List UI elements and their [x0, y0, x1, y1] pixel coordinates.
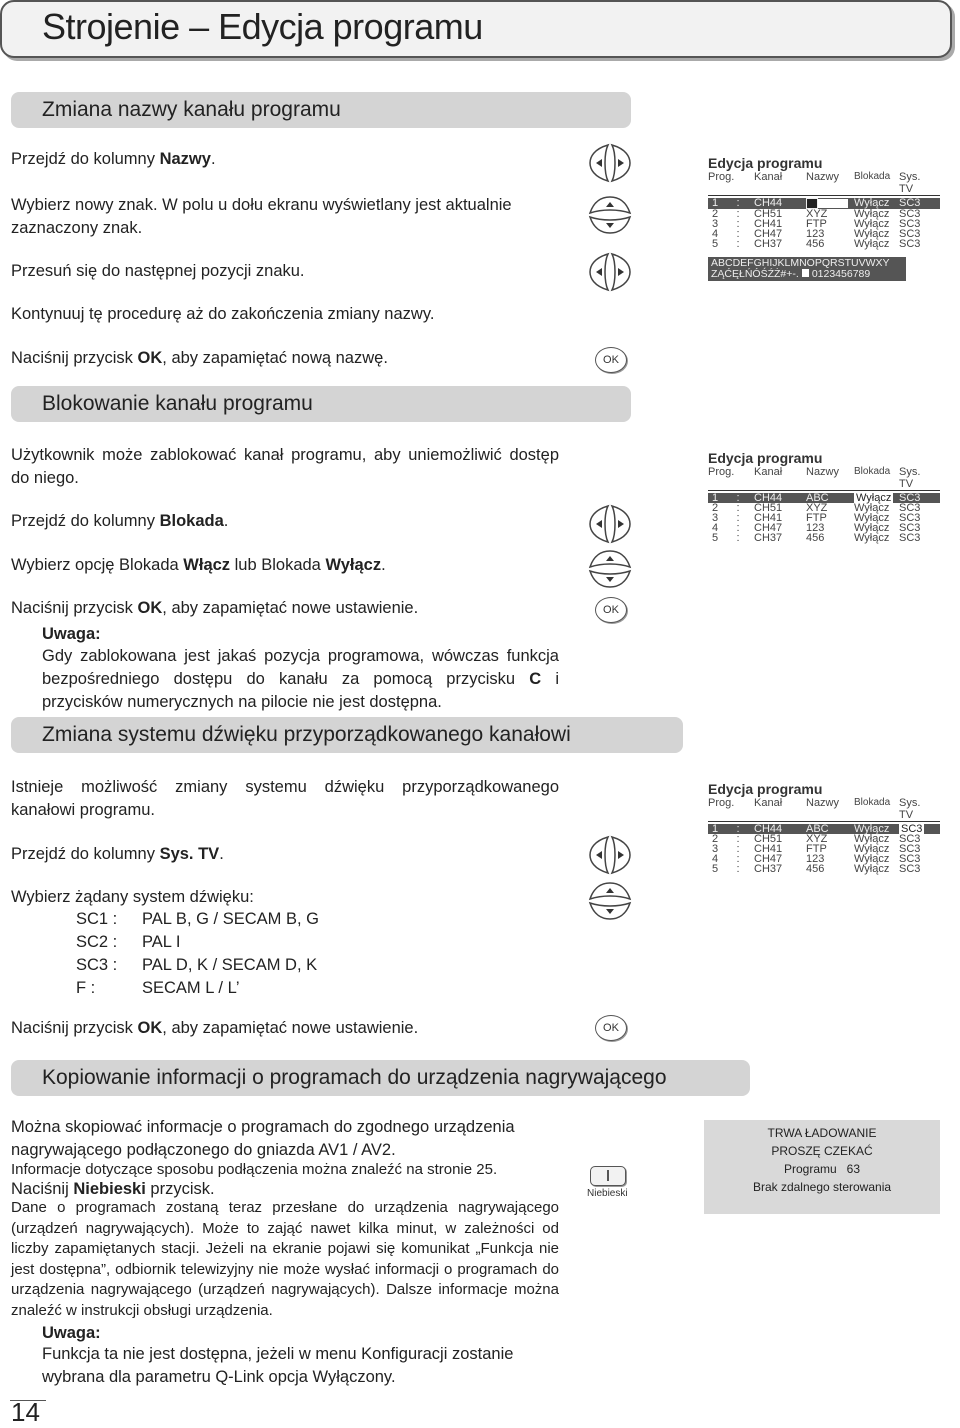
section-copy-heading: Kopiowanie informacji o programach do urządzenia nagrywającego [42, 1066, 667, 1089]
osd-row: 1 : CH44 ABC Wyłącz SC3 [708, 493, 940, 503]
lock-step-1: Przejdź do kolumny Blokada. [11, 512, 229, 530]
ok-button-icon: OK [595, 1015, 627, 1041]
osd-row: 4 : CH47 123 Wyłącz SC3 [711, 853, 921, 865]
copy-status-line: PROSZĘ CZEKAĆ [771, 1144, 873, 1158]
copy-note: Funkcja ta nie jest dostępna, jeżeli w menu Konfiguracji zostanie wybrana dla parametru Q-Link opcja Wyłączony. [42, 1345, 514, 1386]
ok-button-icon: OK [595, 347, 627, 373]
sound-system-list [76, 908, 319, 1000]
lock-step-2: Wybierz opcję Blokada Włącz lub Blokada Wyłącz. [11, 556, 386, 574]
osd-title: Edycja programu [708, 781, 823, 797]
osd-lock [708, 450, 940, 543]
left-right-buttons-icon [588, 504, 632, 544]
copy-step-1: Naciśnij Niebieski przycisk. [11, 1180, 215, 1198]
osd-sound [708, 781, 940, 874]
section-lock-heading: Blokowanie kanału programu [42, 392, 313, 415]
osd-header: Prog. Kanał Nazwy Blokada Sys. TV [708, 171, 940, 196]
osd-title: Edycja programu [708, 450, 823, 466]
osd-row: 4 : CH47 123 Wyłącz SC3 [711, 228, 921, 240]
ok-button-icon: OK [595, 597, 627, 623]
copy-status-box [704, 1120, 940, 1214]
lock-intro: Użytkownik może zablokować kanał programu, aby uniemożliwić dostęp do niego. [11, 446, 559, 487]
sound-step-1: Przejdź do kolumny Sys. TV. [11, 845, 224, 863]
sound-step-2: Wybierz żądany system dźwięku: [11, 888, 254, 906]
up-down-buttons-icon [588, 195, 632, 235]
osd-row: 3 : CH41 FTP Wyłącz SC3 [711, 843, 921, 855]
sound-intro: Istnieje możliwość zmiany systemu dźwięku przyporządkowanego kanałowi programu. [11, 778, 559, 819]
osd-title: Edycja programu [708, 155, 823, 171]
osd-row: 2 : CH51 XYZ Wyłącz SC3 [711, 502, 921, 514]
osd-row: 3 : CH41 FTP Wyłącz SC3 [711, 512, 921, 524]
blue-button-label: Niebieski [587, 1188, 628, 1199]
copy-status-line: Brak zdalnego sterowania [752, 1180, 892, 1194]
rename-step-2: Wybierz nowy znak. W polu u dołu ekranu wyświetlany jest aktualnie zaznaczony znak. [11, 196, 512, 237]
copy-details: Dane o programach zostaną teraz przesłane do urządzenia nagrywającego (urządzeń nagrywających). Może to zająć nawet kilka minut, w zależności od liczby zapamiętanych stacji. Jeżeli na ekranie pojawi się komunikat „Funkcja nie jest dostępna”, odbiornik telewizyjny nie może wysłać informacji o programach do urządzenia nagrywającego (urządzeń nagrywających). Dalsze informacje można znaleźć w instrukcji obsługi urządzenia. [11, 1199, 559, 1319]
lock-step-3: Naciśnij przycisk OK, aby zapamiętać nowe ustawienie. [11, 599, 419, 617]
osd-row: 1 : CH44 ABC Wyłącz SC3 [708, 824, 940, 834]
page-title: Strojenie – Edycja programu [42, 6, 483, 47]
list-item: F : SECAM L / L’ [76, 979, 240, 997]
osd-row: 5 : CH37 456 Wyłącz SC3 [711, 238, 921, 250]
copy-info: Informacje dotyczące sposobu podłączenia można znaleźć na stronie 25. [11, 1161, 498, 1178]
osd-row: 3 : CH41 FTP Wyłącz SC3 [711, 218, 921, 230]
osd-header: Prog. Kanał Nazwy Blokada Sys. TV [708, 797, 940, 822]
left-right-buttons-icon [588, 835, 632, 875]
up-down-buttons-icon [588, 549, 632, 589]
rename-step-1: Przejdź do kolumny Nazwy. [11, 150, 216, 168]
blue-button-icon [590, 1166, 626, 1186]
copy-status-line: TRWA ŁADOWANIE [767, 1126, 877, 1140]
osd-row: 4 : CH47 123 Wyłącz SC3 [711, 522, 921, 534]
rename-step-4: Kontynuuj tę procedurę aż do zakończenia zmiany nazwy. [11, 305, 435, 323]
osd-row: 5 : CH37 456 Wyłącz SC3 [711, 532, 921, 544]
up-down-buttons-icon [588, 881, 632, 921]
osd-row: 5 : CH37 456 Wyłącz SC3 [711, 863, 921, 875]
list-item: SC2 : PAL I [76, 933, 181, 951]
lock-note-label: Uwaga: [42, 625, 101, 643]
rename-step-3: Przesuń się do następnej pozycji znaku. [11, 262, 305, 280]
lock-note: Gdy zablokowana jest jakaś pozycja programowa, wówczas funkcja bezpośredniego dostępu do kanału za pomocą przycisku C i przycisków numerycznych na pilocie nie jest dostępna. [42, 647, 559, 711]
copy-status-line: Programu 63 [783, 1162, 861, 1176]
osd-rename [708, 155, 940, 281]
left-right-buttons-icon [588, 143, 632, 183]
osd-row: 1 : CH44 Wyłącz SC3 [708, 198, 940, 209]
copy-note-label: Uwaga: [42, 1324, 101, 1342]
left-right-buttons-icon [588, 252, 632, 292]
copy-intro: Można skopiować informacje o programach do zgodnego urządzenia nagrywającego podłączonego do gniazda AV1 / AV2. [11, 1118, 515, 1159]
osd-charset: ABCDEFGHIJKLMNOPQRSTUVWXY ZĄĆĘŁŃÓŚŹŻ#+-. 0123456789 [708, 257, 906, 281]
list-item: SC1 : PAL B, G / SECAM B, G [76, 910, 319, 928]
rename-step-5: Naciśnij przycisk OK, aby zapamiętać nową nazwę. [11, 349, 388, 367]
section-rename-heading: Zmiana nazwy kanału programu [42, 98, 341, 121]
osd-row: 2 : CH51 XYZ Wyłącz SC3 [711, 208, 921, 220]
osd-header: Prog. Kanał Nazwy Blokada Sys. TV [708, 466, 940, 491]
sound-step-3: Naciśnij przycisk OK, aby zapamiętać nowe ustawienie. [11, 1019, 419, 1037]
osd-row: 2 : CH51 XYZ Wyłącz SC3 [711, 833, 921, 845]
section-sound-heading: Zmiana systemu dźwięku przyporządkowanego kanałowi [42, 723, 571, 746]
list-item: SC3 : PAL D, K / SECAM D, K [76, 956, 318, 974]
page-number: 14 [11, 1397, 40, 1427]
